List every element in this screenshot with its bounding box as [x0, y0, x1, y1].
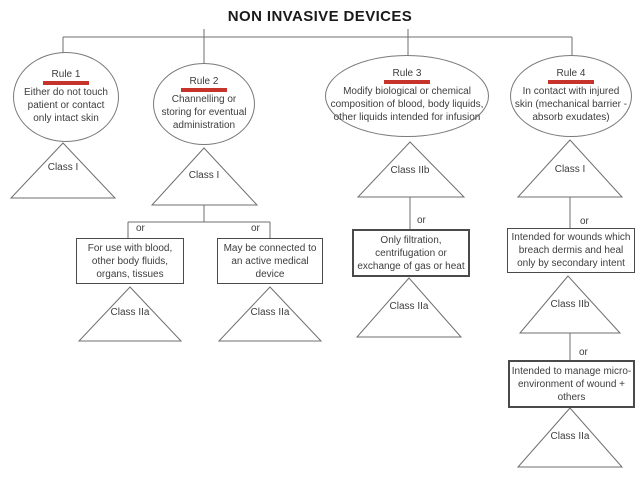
- rule-2-branch-1-box: [76, 238, 184, 284]
- condition-line: breach dermis and heal: [518, 245, 624, 256]
- rule-1-desc-line: patient or contact: [27, 100, 105, 111]
- rule-3-desc-line: composition of blood, body liquids,: [330, 99, 484, 110]
- condition-line: device: [255, 268, 285, 280]
- rule-2-desc-line: administration: [172, 120, 236, 131]
- class-label-rule2-branch1: Class IIa: [110, 307, 150, 318]
- rule-2-desc-line: storing for eventual: [161, 107, 247, 118]
- condition-line: organs, tissues: [96, 268, 164, 280]
- rule-3-title: Rule 3: [384, 68, 431, 84]
- rule-3-branch-1-box: [352, 229, 470, 277]
- rule-1-node: [13, 52, 119, 142]
- rule-1-desc-line: only intact skin: [33, 113, 99, 124]
- rule-4-desc-line: In contact with injured: [522, 86, 620, 97]
- class-label-rule2: Class I: [188, 170, 220, 181]
- condition-line: an active medical: [231, 255, 309, 267]
- condition-line: other body fluids,: [91, 255, 169, 267]
- condition-line: only by secondary intent: [517, 258, 625, 269]
- rule-4-desc-line: skin (mechanical barrier -: [514, 99, 628, 110]
- rule-3-desc-line: Modify biological or chemical: [343, 86, 471, 97]
- condition-line: exchange of gas or heat: [357, 260, 465, 272]
- rule-2-node: [153, 63, 255, 145]
- condition-line: Intended for wounds which: [511, 232, 631, 243]
- rule-4-branch-2-box: [508, 360, 635, 408]
- condition-line: others: [557, 391, 586, 403]
- rule-2-branch-2-box: [217, 238, 323, 284]
- rule-1-title: Rule 1: [43, 69, 90, 85]
- condition-line: environment of wound +: [517, 378, 625, 390]
- or-label: or: [580, 216, 589, 227]
- or-label: or: [417, 215, 426, 226]
- rule-3-node: [325, 55, 489, 137]
- rule-2-title: Rule 2: [181, 76, 228, 92]
- condition-line: centrifugation or: [375, 247, 447, 259]
- class-label-rule1: Class I: [47, 162, 79, 173]
- condition-line: May be connected to: [223, 242, 317, 254]
- condition-line: Intended to manage micro-: [511, 365, 632, 377]
- rule-2-desc-line: Channelling or: [171, 94, 237, 105]
- page-title: NON INVASIVE DEVICES: [227, 8, 413, 25]
- rule-4-node: [510, 55, 632, 137]
- class-label-rule4-branch1: Class IIb: [550, 299, 590, 310]
- class-label-rule3: Class IIb: [390, 165, 430, 176]
- or-label: or: [251, 223, 260, 234]
- class-label-rule2-branch2: Class IIa: [250, 307, 290, 318]
- class-label-rule4: Class I: [554, 164, 586, 175]
- rule-4-branch-1-box: [507, 228, 635, 273]
- or-label: or: [579, 347, 588, 358]
- rule-4-desc-line: absorb exudates): [532, 112, 610, 123]
- rule-4-title: Rule 4: [548, 68, 595, 84]
- condition-line: For use with blood,: [87, 242, 173, 254]
- class-label-rule4-branch2: Class IIa: [550, 431, 590, 442]
- condition-line: Only filtration,: [380, 234, 442, 246]
- class-label-rule3-branch1: Class IIa: [389, 301, 429, 312]
- or-label: or: [136, 223, 145, 234]
- rule-3-desc-line: other liquids intended for infusion: [333, 112, 481, 123]
- rule-1-desc-line: Either do not touch: [24, 87, 108, 98]
